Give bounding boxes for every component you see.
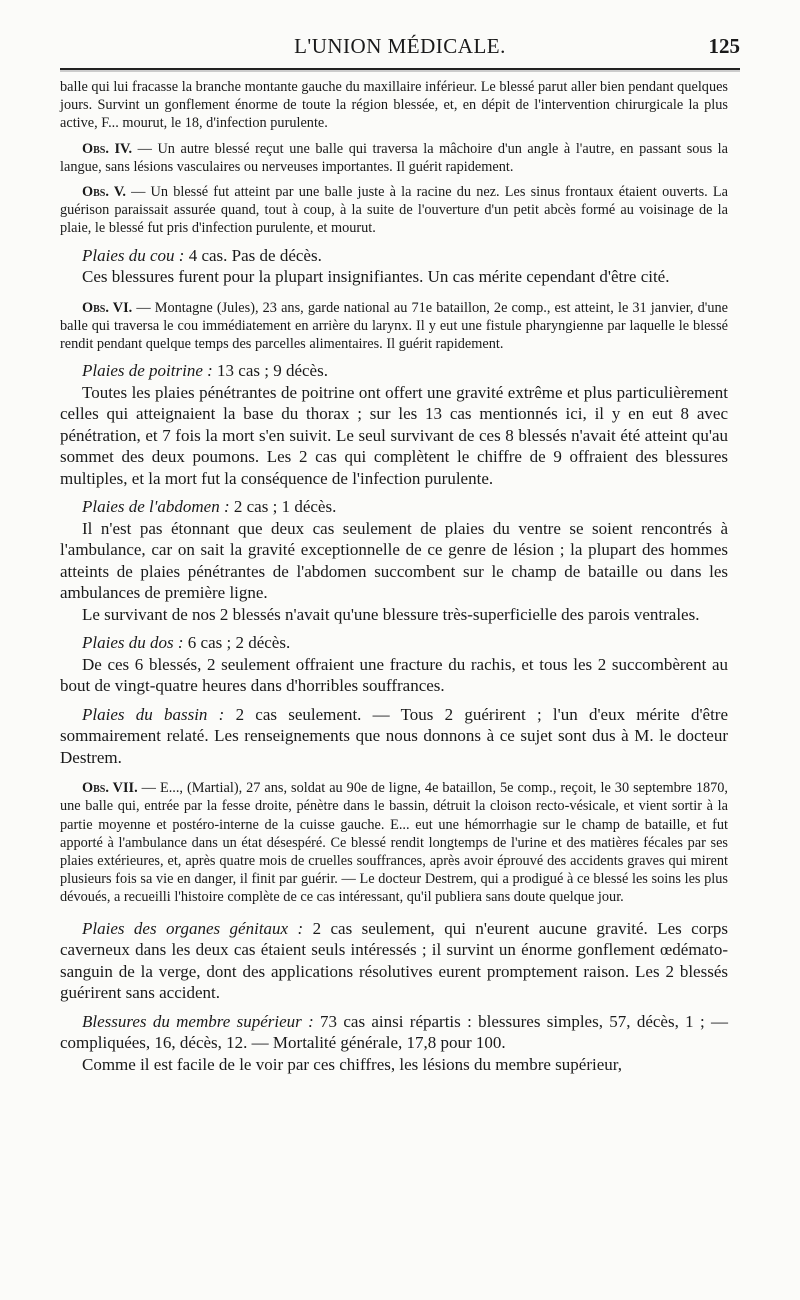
section-heading-back — [60, 632, 728, 654]
section-heading-upper-limb — [60, 1011, 728, 1054]
section-heading-neck — [60, 245, 728, 267]
paragraph-continuation — [60, 78, 728, 133]
section-heading: Plaies du dos : — [82, 633, 184, 653]
paragraph-text: — Montagne (Jules), 23 ans, garde national au 71e bataillon, 2e comp., est atteint, le 31 janvier, d'une balle qui traversa le cou immédiatement en arrière du larynx. Il y eut une fistule pharyngienne par laquelle le blessé rendit pendant quelque temps des parcelles alimentaires. Il guérit rapidement. — [60, 299, 728, 353]
paragraph-text: 2 cas seulement. — Tous 2 guérirent ; l'un d'eux mérite d'être sommairement relaté. Les renseignements que nous donnons à ce sujet sont dus à M. le docteur Destrem. — [60, 704, 728, 767]
running-title: L'UNION MÉDICALE. — [294, 34, 506, 58]
body-paragraph — [60, 654, 728, 697]
section-heading: Plaies du cou : — [82, 245, 185, 265]
paragraph-text: Toutes les plaies pénétrantes de poitrine ont offert une gravité extrême et plus particulièrement celles qui atteignaient la base du thorax ; sur les 13 cas mentionnés ici, il y en eut 8 avec pénétration, et 7 fois la mort s'en suivit. Le seul survivant de ces 8 blessés n'avait été atteint qu'au sommet des deux poumons. Les 2 cas qui complètent le chiffre de 9 offraient des blessures multiples, et la mort fut la conséquence de l'infection purulente. — [60, 382, 728, 488]
paragraph-text: 13 cas ; 9 décès. — [212, 361, 328, 381]
section-heading-pelvis — [60, 704, 728, 769]
observation-label: Obs. IV. — [82, 140, 133, 157]
paragraph-text: 6 cas ; 2 décès. — [183, 633, 291, 653]
article-body — [60, 78, 728, 1075]
paragraph-text: — E..., (Martial), 27 ans, soldat au 90e de ligne, 4e bataillon, 5e comp., reçoit, le 30 septembre 1870, une balle qui, entrée par la fesse droite, pénètre dans le bassin, détruit la cloison recto-vésicale, et vient sortir à la partie moyenne et postéro-interne de la cuisse gauche. E... eut une hémorrhagie sur le champ de bataille, et fut apporté à l'ambulance dans un état désespéré. Ce blessé rendit longtemps de l'urine et des matières fécales par ses plaies extérieures, et, après quatre mois de cruelles souffrances, après avoir éprouvé des accidents graves qui mirent plusieurs fois sa vie en danger, il finit par guérir. — Le docteur Destrem, qui a prodigué à ce blessé les soins les plus dévoués, a recueilli l'histoire complète de ce cas intéressant, qu'il publiera sans doute quelque jour. — [60, 780, 728, 906]
section-heading-abdomen — [60, 496, 728, 518]
observation-label: Obs. VII. — [82, 780, 138, 797]
section-heading: Plaies de poitrine : — [82, 361, 213, 381]
page-number: 125 — [708, 34, 740, 58]
paragraph-text: Le survivant de nos 2 blessés n'avait qu'une blessure très-superficielle des parois ventrales. — [82, 604, 700, 624]
section-heading-chest — [60, 360, 728, 382]
paragraph-text: — Un autre blessé reçut une balle qui traversa la mâchoire d'un angle à l'autre, en passant sous la langue, sans lésions vasculaires ou nerveuses importantes. Il guérit rapidement. — [60, 140, 728, 175]
section-heading: Plaies des organes génitaux : — [82, 918, 304, 938]
paragraph-text: Ces blessures furent pour la plupart insignifiantes. Un cas mérite cependant d'être cité. — [82, 267, 670, 287]
section-heading: Plaies du bassin : — [82, 704, 225, 724]
observation-7 — [60, 779, 728, 906]
paragraph-text: De ces 6 blessés, 2 seulement offraient une fracture du rachis, et tous les 2 succombèrent au bout de vingt-quatre heures dans d'horribles souffrances. — [60, 654, 728, 696]
observation-label: Obs. V. — [82, 184, 126, 201]
body-paragraph — [60, 604, 728, 626]
paragraph-text: balle qui lui fracasse la branche montante gauche du maxillaire inférieur. Le blessé parut aller bien pendant quelques jours. Survint un gonflement énorme de toute la région blessée, et, en dépit de l'intervention chirurgicale la plus active, F... mourut, le 18, d'infection purulente. — [60, 79, 728, 132]
observation-5 — [60, 183, 728, 238]
section-heading: Blessures du membre supérieur : — [82, 1011, 314, 1031]
paragraph-text: 2 cas seulement, qui n'eurent aucune gravité. Les corps caverneux dans les deux cas étaient seuls intéressés ; il survint un énorme gonflement œdémato-sanguin de la verge, dont des applications résolutives eurent promptement raison. Les 2 blessés guérirent sans accident. — [60, 918, 729, 1003]
section-heading-genital — [60, 918, 728, 1004]
observation-6 — [60, 299, 728, 354]
header-rule — [60, 68, 740, 70]
paragraph-text: Comme il est facile de le voir par ces chiffres, les lésions du membre supérieur, — [82, 1054, 622, 1074]
observation-label: Obs. VI. — [82, 299, 133, 316]
page-header — [60, 34, 740, 74]
section-heading: Plaies de l'abdomen : — [82, 497, 230, 517]
paragraph-text: 73 cas ainsi répartis : blessures simples, 57, décès, 1 ; — compliquées, 16, décès, 12. — Mortalité générale, 17,8 pour 100. — [60, 1011, 728, 1053]
body-paragraph — [60, 266, 728, 288]
paragraph-text: Il n'est pas étonnant que deux cas seulement de plaies du ventre se soient rencontrés à l'ambulance, car on sait la gravité exceptionnelle de ce genre de lésion ; la plupart des hommes atteints de plaies pénétrantes de l'abdomen succombent sur le champ de bataille ou dans les ambulances de première ligne. — [60, 518, 728, 603]
body-paragraph — [60, 518, 728, 604]
body-paragraph — [60, 382, 728, 490]
paragraph-text: — Un blessé fut atteint par une balle juste à la racine du nez. Les sinus frontaux étaient ouverts. La guérison paraissait assurée quand, tout à coup, à la suite de l'ouverture d'un petit abcès formé au voisinage de la plaie, le blessé fut pris d'infection purulente, et mourut. — [60, 184, 728, 237]
observation-4 — [60, 140, 728, 176]
body-paragraph — [60, 1054, 728, 1076]
paragraph-text: 4 cas. Pas de décès. — [184, 245, 322, 265]
paragraph-text: 2 cas ; 1 décès. — [229, 497, 337, 517]
